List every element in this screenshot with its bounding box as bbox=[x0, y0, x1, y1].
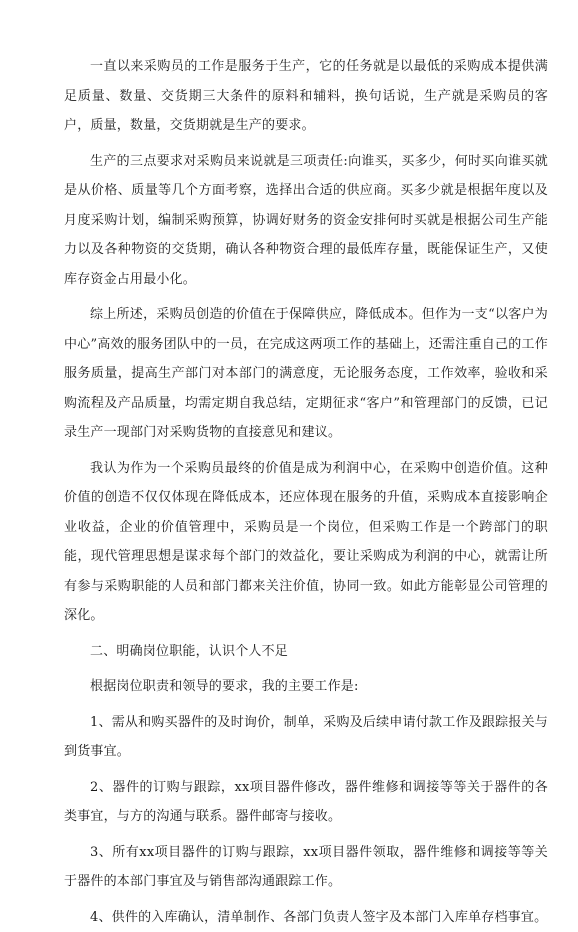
duty-item-3: 3、所有xx项目器件的订购与跟踪，xx项目器件领取，器件维修和调接等等关于器件的本部门事宜及与销售部沟通跟踪工作。 bbox=[64, 838, 548, 897]
duty-item-1: 1、需从和购买器件的及时询价，制单，采购及后续申请付款工作及跟踪报关与到货事宜。 bbox=[64, 708, 548, 767]
paragraph-profit-center: 我认为作为一个采购员最终的价值是成为利润中心，在采购中创造价值。这种价值的创造不仅仅体现在降低成本，还应体现在服务的升值，采购成本直接影响企业收益，企业的价值管理中，采购员是一个岗位，但采购工作是一个跨部门的职能，现代管理思想是谋求每个部门的效益化，要让采购成为利润的中心，就需让所有参与采购职能的人员和部门都来关注价值，协同一致。如此方能彰显公司管理的深化。 bbox=[64, 454, 548, 631]
section-heading: 二、明确岗位职能，认识个人不足 bbox=[64, 637, 548, 667]
paragraph-summary-value: 综上所述，采购员创造的价值在于保障供应，降低成本。但作为一支“以客户为中心”高效的服务团队中的一员，在完成这两项工作的基础上，还需注重自己的工作服务质量，提高生产部门对本部门的满意度，无论服务态度，工作效率，验收和采购流程及产品质量，均需定期自我总结，定期征求“客户”和管理部门的反馈，已记录生产一现部门对采购货物的直接意见和建议。 bbox=[64, 300, 548, 448]
duty-item-2: 2、器件的订购与跟踪，xx项目器件修改，器件维修和调接等等关于器件的各类事宜，与方的沟通与联系。器件邮寄与接收。 bbox=[64, 773, 548, 832]
duty-item-4: 4、供件的入库确认，清单制作、各部门负责人签字及本部门入库单存档事宜。 bbox=[64, 903, 548, 932]
paragraph-procurement-role: 一直以来采购员的工作是服务于生产，它的任务就是以最低的采购成本提供满足质量、数量、交货期三大条件的原料和辅料，换句话说，生产就是采购员的客户，质量，数量，交货期就是生产的要求。 bbox=[64, 52, 548, 141]
paragraph-three-responsibilities: 生产的三点要求对采购员来说就是三项责任:向谁买，买多少，何时买向谁买就是从价格、质量等几个方面考察，选择出合适的供应商。买多少就是根据年度以及月度采购计划，编制采购预算，协调好财务的资金安排何时买就是根据公司生产能力以及各种物资的交货期，确认各种物资合理的最低库存量，既能保证生产，又使库存资金占用最小化。 bbox=[64, 147, 548, 295]
paragraph-duties-intro: 根据岗位职责和领导的要求，我的主要工作是: bbox=[64, 672, 548, 702]
document-body bbox=[64, 52, 548, 932]
